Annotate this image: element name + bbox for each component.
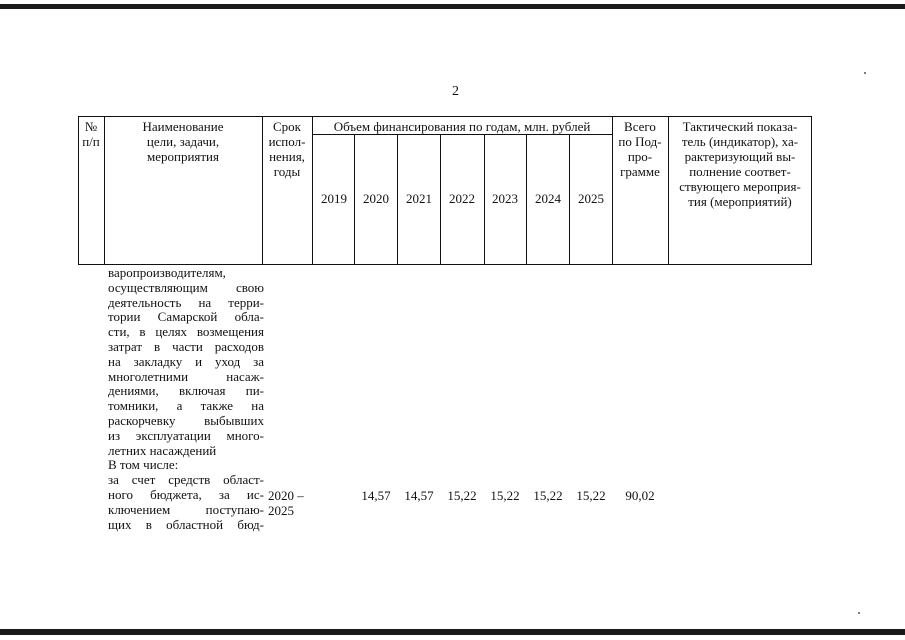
value-2022: 15,22	[447, 488, 477, 503]
year-2019: 2019	[321, 191, 347, 206]
value-2024: 15,22	[533, 488, 563, 503]
year-2025: 2025	[578, 191, 604, 206]
bottom-border-bar	[0, 629, 905, 635]
scan-speck	[864, 72, 866, 74]
value-2025: 15,22	[576, 488, 606, 503]
value-2021: 14,57	[404, 488, 434, 503]
year-2021: 2021	[406, 191, 432, 206]
header-financing: Объем финансирования по годам, млн. рублей	[333, 119, 591, 134]
year-2022: 2022	[449, 191, 475, 206]
header-indicator: Тактический показа- тель (индикатор), ха- рактеризующий вы- полнение соответ- ствующего мероприя- тия (мероприятий)	[679, 119, 801, 209]
value-2023: 15,22	[490, 488, 520, 503]
row-total: 90,02	[625, 488, 655, 503]
page-number: 2	[452, 84, 459, 99]
top-border-bar	[0, 4, 905, 9]
header-name: Наименование цели, задачи, мероприятия	[142, 119, 224, 164]
header-total: Всего по Под- про- грамме	[618, 119, 662, 179]
activity-description: варопроизводителям, осуществляющим свою деятельность на терри- тории Самарской обла- сти, в целях возмещения затрат в части расходов на закладку и уход за многолетними насаж- дениями, включая пи- томники, а также на раскорчевку выбывших из эксплуатации много- летних насаждений В том числе: за счет средств област- ного бюджета, за ис- ключением поступаю- щих в областной бюд-	[108, 265, 264, 532]
row-term: 2020 – 2025	[268, 488, 304, 518]
value-2020: 14,57	[361, 488, 391, 503]
year-2024: 2024	[535, 191, 561, 206]
year-2020: 2020	[363, 191, 389, 206]
header-num: № п/п	[82, 119, 100, 149]
header-term: Срок испол- нения, годы	[268, 119, 306, 179]
year-2023: 2023	[492, 191, 518, 206]
scan-speck	[858, 612, 860, 614]
